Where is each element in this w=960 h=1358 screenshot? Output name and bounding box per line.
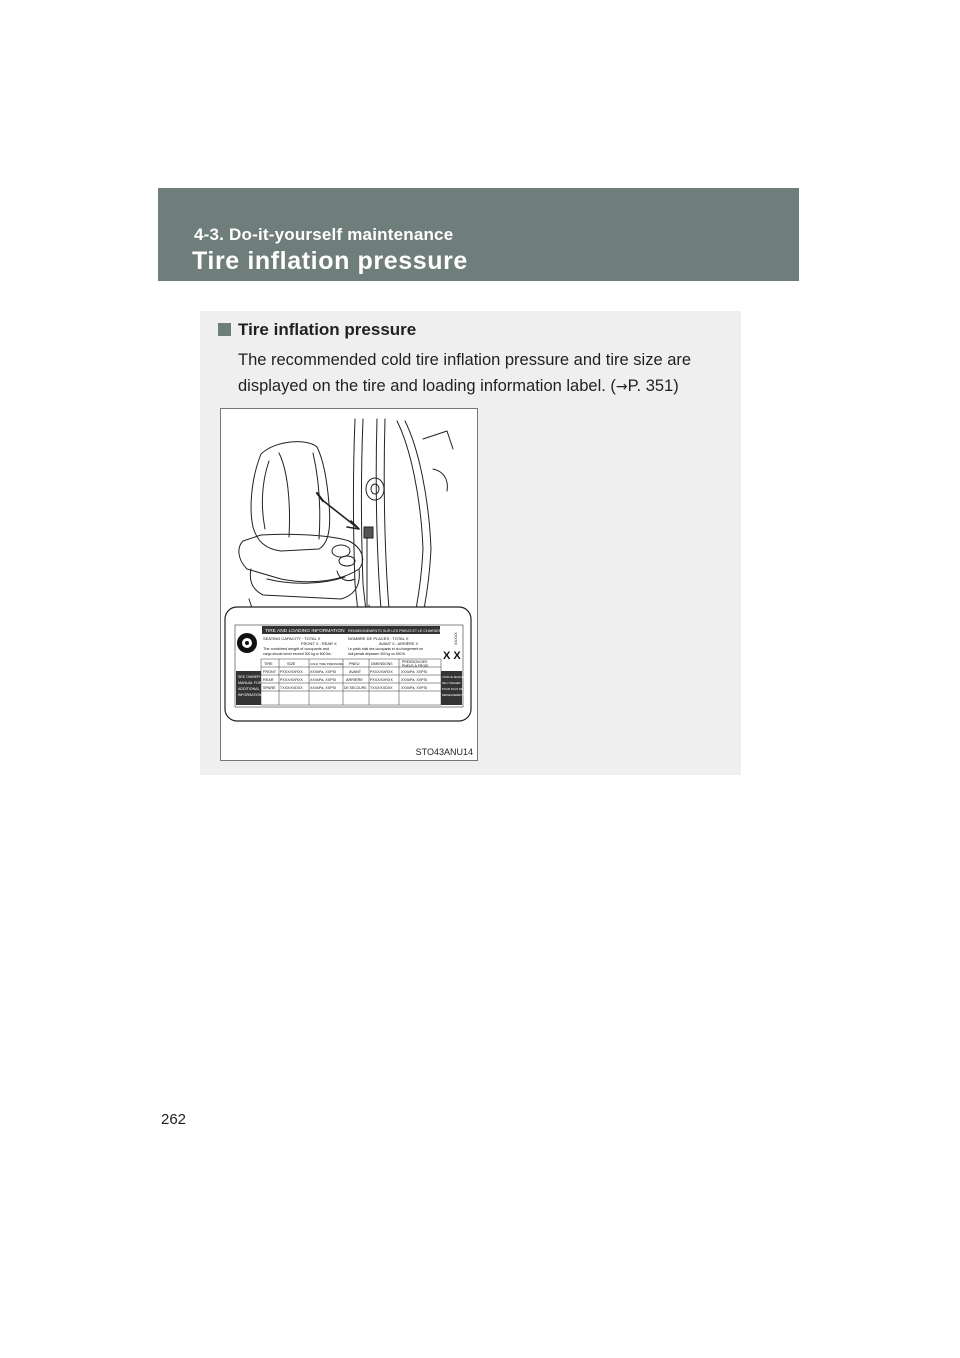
label-size-spare: TXXX/XXDXX <box>280 686 303 690</box>
label-col-pneu: PNEU <box>349 662 360 666</box>
label-size-front: PXXX/XXRXX <box>280 670 303 674</box>
page-number: 262 <box>161 1111 187 1128</box>
label-col-pression-2: PNEUS À FROID <box>402 664 429 668</box>
label-left-note-1: SEE OWNER'S <box>238 675 264 679</box>
label-code-x: X X <box>443 650 461 662</box>
label-pression-avant: XXXkPa, XXPSI <box>401 670 427 674</box>
label-col-tire: TIRE <box>264 662 273 666</box>
page-title: Tire inflation pressure <box>192 247 468 275</box>
seat-door-illustration <box>221 409 477 760</box>
paragraph-line-1: The recommended cold tire inflation pressure and tire size are <box>238 351 692 369</box>
label-col-dim: DIMENSIONS <box>371 662 393 666</box>
label-fr-weight-1: Le poids total des occupants et du chargement ne <box>348 647 424 651</box>
figure-code: STO43ANU14 <box>415 747 473 757</box>
label-en-weight-2: cargo should never exceed 300 kg or 600 lbs. <box>263 652 332 656</box>
label-pression-secours: XXXkPa, XXPSI <box>401 686 427 690</box>
label-right-note-2: DE L'USAGER <box>442 681 461 685</box>
square-bullet-icon <box>218 323 231 336</box>
label-col-size: SIZE <box>287 662 296 666</box>
label-pressure-spare: XXXkPa, XXPSI <box>310 686 336 690</box>
subheading <box>218 320 416 340</box>
label-row-rear: REAR <box>263 678 274 682</box>
label-pressure-rear: XXXkPa, XXPSI <box>310 678 336 682</box>
label-dim-avant: PXXX/XXRXX <box>370 670 393 674</box>
page-reference-link[interactable]: P. 351) <box>627 377 679 395</box>
label-left-note-3: ADDITIONAL <box>238 687 260 691</box>
label-right-note-3: POUR PLUS DE <box>442 687 463 691</box>
label-left-note-4: INFORMATION <box>238 693 262 697</box>
content-box <box>200 311 741 775</box>
label-col-cold: COLD TIRE PRESSURE <box>310 662 344 666</box>
arrow-icon: → <box>615 379 628 395</box>
label-en-header: TIRE AND LOADING INFORMATION <box>265 629 345 634</box>
label-fr-header: RENSEIGNEMENTS SUR LES PNEUS ET LE CHARGEMENT <box>348 629 449 633</box>
label-fr-seating: NOMBRE DE PLACES : TOTAL X <box>348 636 409 641</box>
label-dim-arriere: PXXX/XXRXX <box>370 678 393 682</box>
label-en-seating: SEATING CAPACITY : TOTAL X <box>263 636 321 641</box>
label-fr-avant: AVANT X : ARRIÈRE X <box>379 642 419 646</box>
label-left-note-2: MANUAL FOR <box>238 681 262 685</box>
label-pression-arriere: XXXkPa, XXPSI <box>401 678 427 682</box>
tire-label-figure <box>220 408 478 761</box>
label-en-front-rear: FRONT X : REAR X <box>301 641 337 646</box>
label-right-note-1: VOIR LE MANUEL <box>442 675 466 679</box>
paragraph-line-2: displayed on the tire and loading information label. ( <box>238 377 616 395</box>
label-row-spare: SPARE <box>263 686 276 690</box>
label-en-weight-1: The combined weight of occupants and <box>263 647 330 651</box>
label-dim-secours: TXXX/XXDXX <box>370 686 393 690</box>
label-row-avant: AVANT <box>349 670 362 674</box>
label-fr-weight-2: doit jamais dépasser 300 kg ou 600 lb. <box>348 652 407 656</box>
label-row-arriere: ARRIÈRE <box>346 678 363 682</box>
section-header <box>158 188 799 281</box>
label-col-pression-1: PRESSION DES <box>402 660 428 664</box>
section-label: 4-3. Do-it-yourself maintenance <box>194 225 454 244</box>
subheading-text: Tire inflation pressure <box>238 320 417 339</box>
label-size-rear: PXXX/XXRXX <box>280 678 303 682</box>
label-code-xxxx: XXXXX <box>454 632 458 645</box>
label-right-note-4: RENSEIGNEMENTS <box>442 694 465 697</box>
label-row-secours: DE SECOURS <box>344 686 367 690</box>
body-paragraph <box>238 347 718 400</box>
label-row-front: FRONT <box>263 670 277 674</box>
label-pressure-front: XXXkPa, XXPSI <box>310 670 336 674</box>
